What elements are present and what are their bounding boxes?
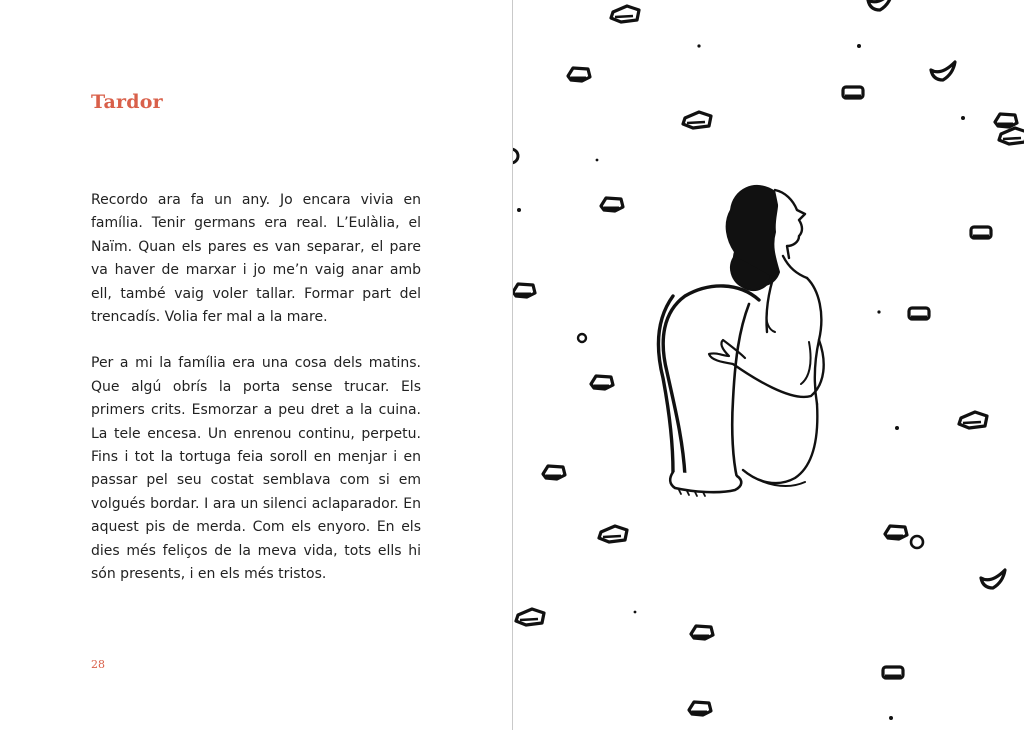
woman-hugging-knees-icon xyxy=(658,186,823,496)
body-text xyxy=(91,189,421,610)
chapter-title: Tardor xyxy=(91,91,163,113)
paragraph-2: Per a mi la família era una cosa dels matins. Que algú obrís la porta sense trucar. Els primers crits. Esmorzar a peu dret a la cuina. La tele encesa. Un enrenou continu, perpetu. Fins i tot la tortuga feia soroll en menjar i en passar pel seu costat semblava com si em volgués bordar. I ara un silenci aclaparador. En aquest pis de merda. Com els enyoro. En els dies més feliços de la meva vida, tots ells hi són presents, i en els més tristos. xyxy=(91,355,421,583)
paragraph-1: Recordo ara fa un any. Jo encara vivia en família. Tenir germans era real. L’Eulàlia, el Naïm. Quan els pares es van separar, el pare va haver de marxar i jo me’n vaig anar amb ell, també vaig voler tallar. Formar part del trencadís. Volia fer mal a la mare. xyxy=(91,192,421,326)
illustration xyxy=(513,0,1024,730)
page-number: 28 xyxy=(91,658,105,671)
right-page xyxy=(513,0,1024,730)
broken-tile-icon xyxy=(513,0,1024,720)
